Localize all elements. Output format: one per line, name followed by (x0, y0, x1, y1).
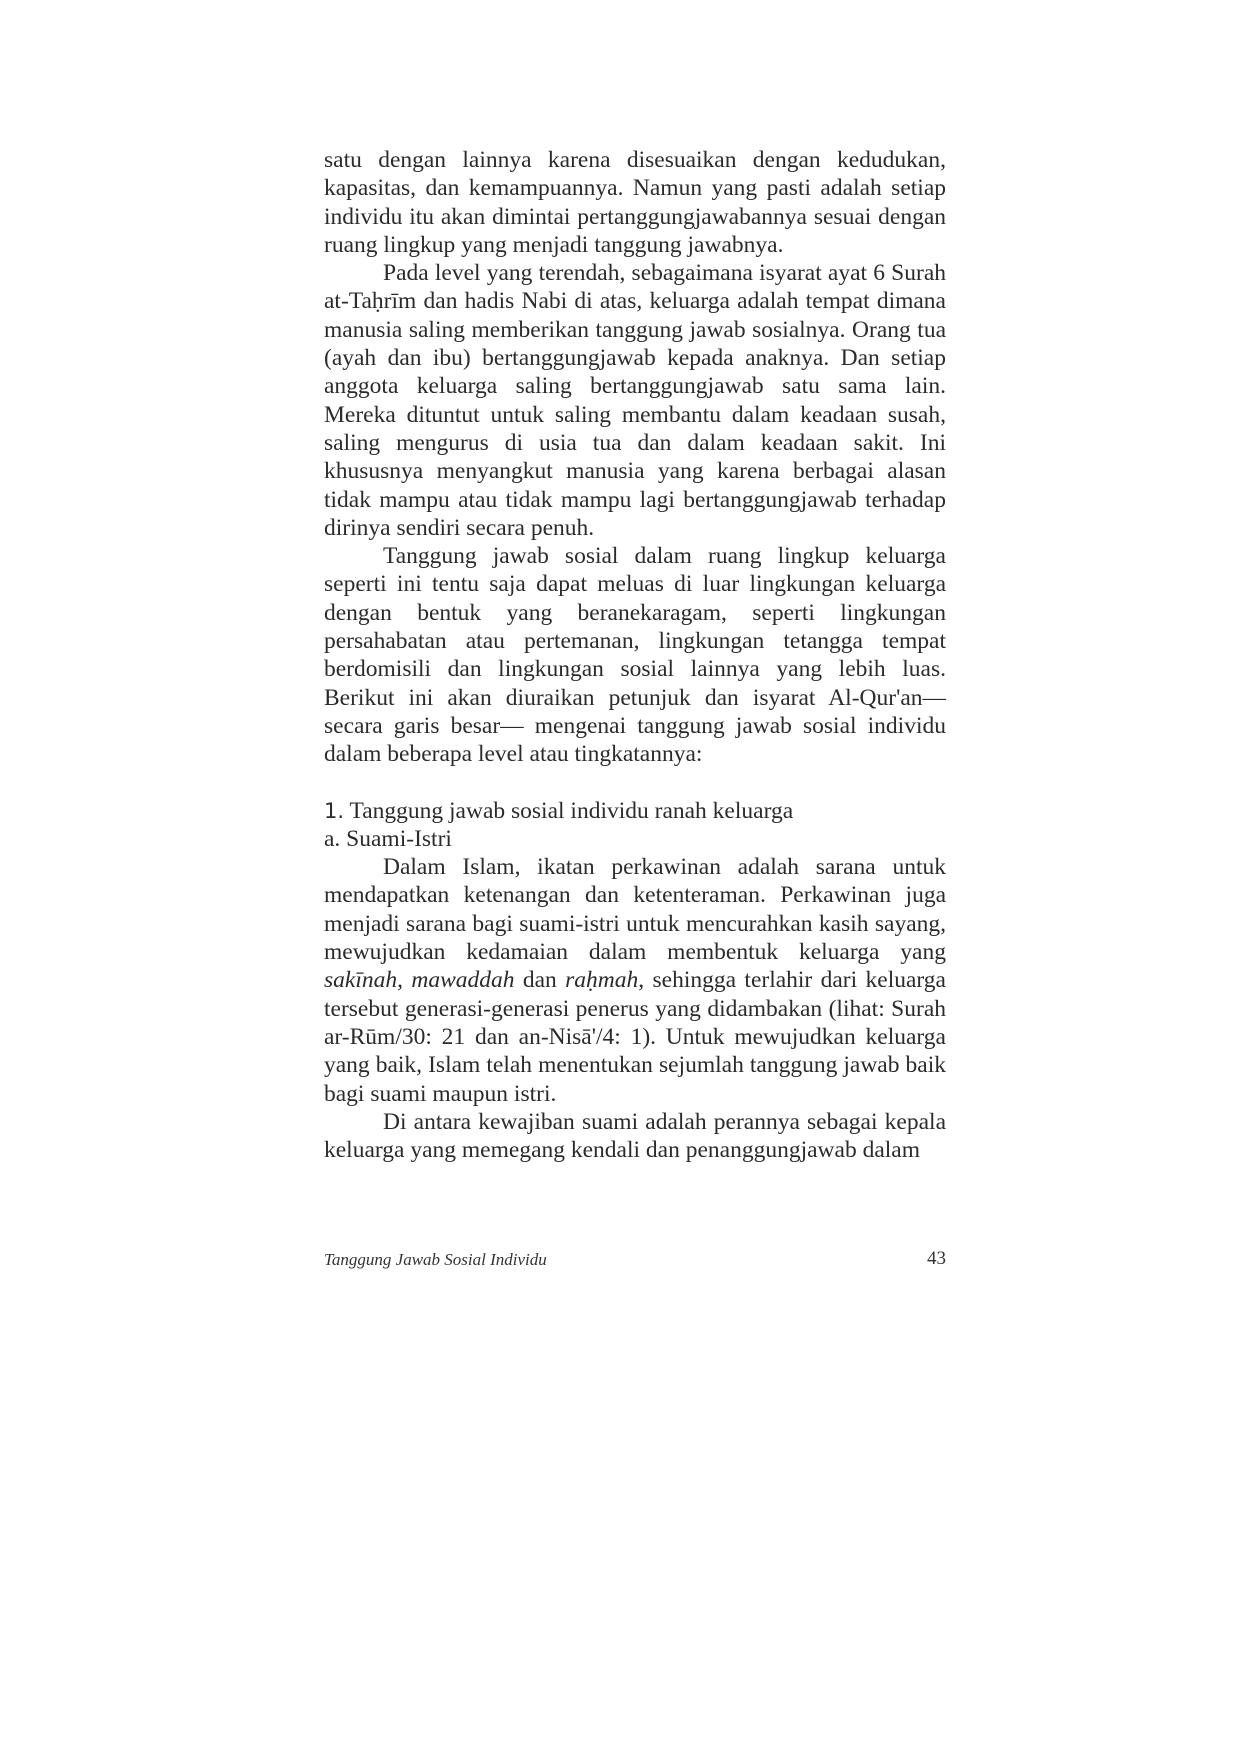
page-number: 43 (927, 1248, 946, 1269)
marriage-text-end: , sehingga terlahir dari keluarga tersebut generasi-generasi penerus yang didambakan (lihat: Surah ar-Rūm/30: 21 dan an-Nisā'/4: 1). Untuk mewujudkan keluarga yang baik, Islam telah menentukan sejumlah tanggung jawab baik bagi suami maupun istri. (324, 967, 946, 1107)
term-rahmah: raḥmah (565, 967, 639, 994)
term-sakinah: sakīnah (324, 967, 398, 994)
section-title: Tanggung jawab sosial individu ranah keluarga (349, 797, 794, 824)
paragraph-family-level: Pada level yang terendah, sebagaimana isyarat ayat 6 Surah at-Taḥrīm dan hadis Nabi di atas, keluarga adalah tempat dimana manusia saling memberikan tanggung jawab sosialnya. Orang tua (ayah dan ibu) bertanggungjawab kepada anaknya. Dan setiap anggota keluarga saling bertanggungjawab satu sama lain. Mereka dituntut untuk saling membantu dalam keadaan susah, saling mengurus di usia tua dan dalam keadaan sakit. Ini khususnya menyangkut manusia yang karena berbagai alasan tidak mampu atau tidak mampu lagi bertanggungjawab terhadap dirinya sendiri secara penuh. (324, 260, 946, 541)
subsection-heading: a. Suami-Istri (324, 825, 452, 852)
running-footer-title: Tanggung Jawab Sosial Individu (324, 1250, 547, 1269)
paragraph-continuation: satu dengan lainnya karena disesuaikan dengan kedudukan, kapasitas, dan kemampuannya. Namun yang pasti adalah setiap individu itu akan dimintai pertanggungjawabannya sesuai dengan ruang lingkup yang menjadi tanggung jawabnya. (324, 147, 946, 258)
term-mawaddah: mawaddah (411, 967, 515, 994)
paragraph-social-scope: Tanggung jawab sosial dalam ruang lingkup keluarga seperti ini tentu saja dapat meluas di luar lingkungan keluarga dengan bentuk yang beranekaragam, seperti lingkungan persahabatan atau pertemanan, lingkungan tetangga tempat berdomisili dan lingkungan sosial lainnya yang lebih luas. Berikut ini akan diuraikan petunjuk dan isyarat Al-Qur'an—secara garis besar— mengenai tanggung jawab sosial individu dalam beberapa level atau tingkatannya: (324, 543, 946, 768)
paragraph-husband-duty: Di antara kewajiban suami adalah perannya sebagai kepala keluarga yang memegang kendali dan penanggungjawab dalam (324, 1108, 946, 1164)
marriage-text-start: Dalam Islam, ikatan perkawinan adalah sarana untuk mendapatkan ketenangan dan ketenteraman. Perkawinan juga menjadi sarana bagi suami-istri untuk mencurahkan kasih sayang, mewujudkan kedamaian dalam membentuk keluarga yang (324, 854, 946, 966)
section-number: 1. (324, 798, 345, 823)
section-spacer (324, 769, 946, 797)
conjunction-dan: dan (522, 967, 557, 994)
section-heading (324, 797, 946, 825)
comma-separator: , (397, 967, 403, 994)
body-text (324, 146, 946, 1164)
paragraph-marriage (324, 853, 946, 1108)
